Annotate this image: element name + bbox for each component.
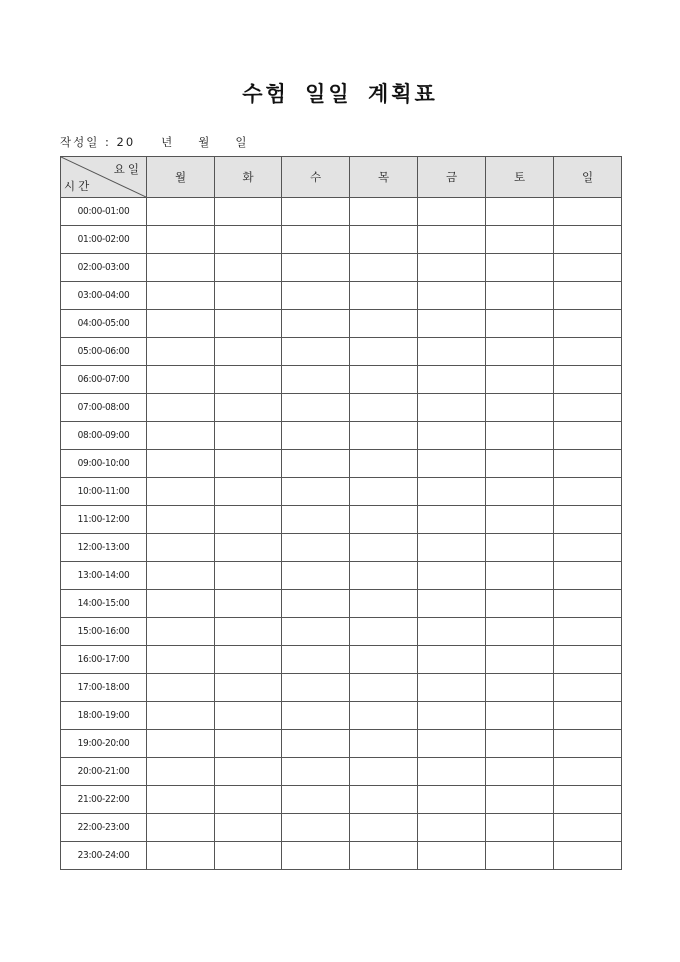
table-row bbox=[61, 674, 622, 702]
plan-cell-mon[interactable] bbox=[147, 422, 215, 450]
plan-cell-fri[interactable] bbox=[418, 758, 486, 786]
plan-cell-sun[interactable] bbox=[554, 674, 622, 702]
plan-cell-wed[interactable] bbox=[282, 338, 350, 366]
plan-cell-sat[interactable] bbox=[486, 590, 554, 618]
plan-cell-wed[interactable] bbox=[282, 646, 350, 674]
plan-cell-fri[interactable] bbox=[418, 842, 486, 870]
plan-cell-sun[interactable] bbox=[554, 422, 622, 450]
plan-cell-tue[interactable] bbox=[215, 674, 282, 702]
table-row bbox=[61, 534, 622, 562]
table-row bbox=[61, 590, 622, 618]
plan-cell-sun[interactable] bbox=[554, 226, 622, 254]
plan-cell-sun[interactable] bbox=[554, 814, 622, 842]
plan-cell-wed[interactable] bbox=[282, 478, 350, 506]
plan-cell-thu[interactable] bbox=[350, 366, 418, 394]
plan-cell-sat[interactable] bbox=[486, 842, 554, 870]
table-row bbox=[61, 562, 622, 590]
table-row bbox=[61, 282, 622, 310]
table-row bbox=[61, 366, 622, 394]
plan-cell-sat[interactable] bbox=[486, 254, 554, 282]
plan-cell-wed[interactable] bbox=[282, 562, 350, 590]
plan-cell-thu[interactable] bbox=[350, 198, 418, 226]
time-slot-label: 16:00-17:00 bbox=[61, 646, 147, 674]
plan-cell-thu[interactable] bbox=[350, 338, 418, 366]
plan-cell-sat[interactable] bbox=[486, 450, 554, 478]
plan-cell-fri[interactable] bbox=[418, 506, 486, 534]
plan-cell-wed[interactable] bbox=[282, 282, 350, 310]
table-row bbox=[61, 478, 622, 506]
plan-cell-sun[interactable] bbox=[554, 730, 622, 758]
time-slot-label: 03:00-04:00 bbox=[61, 282, 147, 310]
plan-cell-fri[interactable] bbox=[418, 618, 486, 646]
plan-cell-mon[interactable] bbox=[147, 506, 215, 534]
time-slot-label: 23:00-24:00 bbox=[61, 842, 147, 870]
time-slot-label: 11:00-12:00 bbox=[61, 506, 147, 534]
plan-cell-sun[interactable] bbox=[554, 450, 622, 478]
plan-cell-fri[interactable] bbox=[418, 310, 486, 338]
plan-cell-wed[interactable] bbox=[282, 506, 350, 534]
plan-cell-fri[interactable] bbox=[418, 674, 486, 702]
plan-cell-wed[interactable] bbox=[282, 226, 350, 254]
plan-cell-wed[interactable] bbox=[282, 310, 350, 338]
time-slot-label: 22:00-23:00 bbox=[61, 814, 147, 842]
weekly-plan-table bbox=[60, 156, 622, 870]
time-slot-label: 13:00-14:00 bbox=[61, 562, 147, 590]
plan-cell-fri[interactable] bbox=[418, 478, 486, 506]
plan-cell-tue[interactable] bbox=[215, 226, 282, 254]
table-row bbox=[61, 450, 622, 478]
plan-cell-sat[interactable] bbox=[486, 478, 554, 506]
header-row bbox=[61, 157, 622, 198]
table-row bbox=[61, 618, 622, 646]
plan-cell-fri[interactable] bbox=[418, 422, 486, 450]
plan-cell-sat[interactable] bbox=[486, 338, 554, 366]
plan-cell-thu[interactable] bbox=[350, 618, 418, 646]
table-row bbox=[61, 394, 622, 422]
plan-cell-mon[interactable] bbox=[147, 226, 215, 254]
corner-day-label: 요일 bbox=[113, 162, 142, 176]
plan-cell-fri[interactable] bbox=[418, 590, 486, 618]
table-row bbox=[61, 310, 622, 338]
plan-cell-mon[interactable] bbox=[147, 394, 215, 422]
plan-cell-sat[interactable] bbox=[486, 506, 554, 534]
plan-cell-tue[interactable] bbox=[215, 646, 282, 674]
plan-cell-thu[interactable] bbox=[350, 674, 418, 702]
creation-date-prefix: 작성일 : 20 bbox=[60, 135, 136, 149]
plan-cell-sun[interactable] bbox=[554, 338, 622, 366]
plan-cell-mon[interactable] bbox=[147, 786, 215, 814]
plan-cell-wed[interactable] bbox=[282, 534, 350, 562]
plan-cell-fri[interactable] bbox=[418, 254, 486, 282]
plan-cell-thu[interactable] bbox=[350, 730, 418, 758]
time-slot-label: 05:00-06:00 bbox=[61, 338, 147, 366]
plan-cell-fri[interactable] bbox=[418, 394, 486, 422]
plan-cell-fri[interactable] bbox=[418, 702, 486, 730]
plan-cell-sun[interactable] bbox=[554, 702, 622, 730]
plan-cell-thu[interactable] bbox=[350, 786, 418, 814]
plan-cell-sun[interactable] bbox=[554, 618, 622, 646]
time-slot-label: 17:00-18:00 bbox=[61, 674, 147, 702]
page-title: 수험 일일 계획표 bbox=[242, 81, 438, 106]
plan-cell-sat[interactable] bbox=[486, 674, 554, 702]
plan-cell-wed[interactable] bbox=[282, 422, 350, 450]
plan-cell-thu[interactable] bbox=[350, 310, 418, 338]
plan-cell-sat[interactable] bbox=[486, 394, 554, 422]
table-row bbox=[61, 786, 622, 814]
plan-cell-tue[interactable] bbox=[215, 478, 282, 506]
time-slot-label: 02:00-03:00 bbox=[61, 254, 147, 282]
plan-cell-wed[interactable] bbox=[282, 786, 350, 814]
day-header-sat: 토 bbox=[486, 157, 554, 198]
plan-cell-sat[interactable] bbox=[486, 310, 554, 338]
plan-cell-sun[interactable] bbox=[554, 254, 622, 282]
plan-cell-sat[interactable] bbox=[486, 618, 554, 646]
plan-body bbox=[61, 198, 622, 870]
date-day-unit: 일 bbox=[235, 135, 247, 149]
plan-cell-mon[interactable] bbox=[147, 562, 215, 590]
plan-cell-sun[interactable] bbox=[554, 534, 622, 562]
plan-cell-mon[interactable] bbox=[147, 310, 215, 338]
plan-cell-thu[interactable] bbox=[350, 534, 418, 562]
plan-cell-tue[interactable] bbox=[215, 254, 282, 282]
plan-cell-fri[interactable] bbox=[418, 338, 486, 366]
table-row bbox=[61, 730, 622, 758]
plan-cell-wed[interactable] bbox=[282, 842, 350, 870]
plan-cell-thu[interactable] bbox=[350, 254, 418, 282]
plan-cell-fri[interactable] bbox=[418, 282, 486, 310]
plan-cell-sun[interactable] bbox=[554, 590, 622, 618]
plan-cell-thu[interactable] bbox=[350, 814, 418, 842]
table-row bbox=[61, 198, 622, 226]
plan-cell-thu[interactable] bbox=[350, 282, 418, 310]
plan-cell-tue[interactable] bbox=[215, 842, 282, 870]
plan-cell-wed[interactable] bbox=[282, 702, 350, 730]
plan-cell-sat[interactable] bbox=[486, 562, 554, 590]
plan-cell-sat[interactable] bbox=[486, 758, 554, 786]
plan-cell-sat[interactable] bbox=[486, 730, 554, 758]
plan-cell-mon[interactable] bbox=[147, 282, 215, 310]
plan-cell-thu[interactable] bbox=[350, 646, 418, 674]
plan-cell-fri[interactable] bbox=[418, 786, 486, 814]
plan-cell-fri[interactable] bbox=[418, 646, 486, 674]
plan-cell-thu[interactable] bbox=[350, 506, 418, 534]
plan-cell-sun[interactable] bbox=[554, 478, 622, 506]
plan-cell-tue[interactable] bbox=[215, 310, 282, 338]
day-header-wed: 수 bbox=[282, 157, 350, 198]
plan-cell-fri[interactable] bbox=[418, 814, 486, 842]
table-row bbox=[61, 226, 622, 254]
day-header-thu: 목 bbox=[350, 157, 418, 198]
plan-cell-wed[interactable] bbox=[282, 394, 350, 422]
plan-cell-wed[interactable] bbox=[282, 674, 350, 702]
plan-cell-tue[interactable] bbox=[215, 450, 282, 478]
plan-cell-mon[interactable] bbox=[147, 478, 215, 506]
plan-cell-sat[interactable] bbox=[486, 422, 554, 450]
table-row bbox=[61, 422, 622, 450]
plan-cell-sun[interactable] bbox=[554, 198, 622, 226]
time-slot-label: 19:00-20:00 bbox=[61, 730, 147, 758]
plan-cell-mon[interactable] bbox=[147, 590, 215, 618]
date-month-unit: 월 bbox=[198, 135, 210, 149]
plan-cell-thu[interactable] bbox=[350, 702, 418, 730]
plan-cell-thu[interactable] bbox=[350, 842, 418, 870]
day-header-mon: 월 bbox=[147, 157, 215, 198]
plan-cell-fri[interactable] bbox=[418, 562, 486, 590]
table-row bbox=[61, 702, 622, 730]
plan-cell-mon[interactable] bbox=[147, 198, 215, 226]
plan-cell-mon[interactable] bbox=[147, 758, 215, 786]
time-slot-label: 09:00-10:00 bbox=[61, 450, 147, 478]
plan-cell-fri[interactable] bbox=[418, 534, 486, 562]
table-row bbox=[61, 254, 622, 282]
plan-cell-mon[interactable] bbox=[147, 814, 215, 842]
time-slot-label: 04:00-05:00 bbox=[61, 310, 147, 338]
plan-cell-fri[interactable] bbox=[418, 730, 486, 758]
plan-cell-tue[interactable] bbox=[215, 534, 282, 562]
plan-cell-fri[interactable] bbox=[418, 366, 486, 394]
corner-time-label: 시간 bbox=[64, 179, 93, 193]
plan-cell-mon[interactable] bbox=[147, 646, 215, 674]
plan-cell-wed[interactable] bbox=[282, 198, 350, 226]
table-row bbox=[61, 338, 622, 366]
date-year-unit: 년 bbox=[161, 135, 173, 149]
plan-cell-tue[interactable] bbox=[215, 282, 282, 310]
time-slot-label: 14:00-15:00 bbox=[61, 590, 147, 618]
table-row bbox=[61, 842, 622, 870]
plan-cell-thu[interactable] bbox=[350, 478, 418, 506]
time-slot-label: 12:00-13:00 bbox=[61, 534, 147, 562]
time-slot-label: 15:00-16:00 bbox=[61, 618, 147, 646]
time-slot-label: 01:00-02:00 bbox=[61, 226, 147, 254]
plan-cell-sat[interactable] bbox=[486, 198, 554, 226]
plan-cell-sat[interactable] bbox=[486, 702, 554, 730]
table-row bbox=[61, 814, 622, 842]
time-slot-label: 06:00-07:00 bbox=[61, 366, 147, 394]
plan-cell-tue[interactable] bbox=[215, 366, 282, 394]
plan-cell-mon[interactable] bbox=[147, 254, 215, 282]
plan-cell-mon[interactable] bbox=[147, 450, 215, 478]
plan-cell-tue[interactable] bbox=[215, 730, 282, 758]
day-header-sun: 일 bbox=[554, 157, 622, 198]
corner-header-cell bbox=[61, 157, 147, 198]
day-header-fri: 금 bbox=[418, 157, 486, 198]
table-row bbox=[61, 758, 622, 786]
plan-cell-thu[interactable] bbox=[350, 562, 418, 590]
plan-cell-tue[interactable] bbox=[215, 198, 282, 226]
plan-cell-wed[interactable] bbox=[282, 254, 350, 282]
plan-cell-sat[interactable] bbox=[486, 282, 554, 310]
creation-date-line bbox=[60, 134, 246, 150]
plan-cell-wed[interactable] bbox=[282, 366, 350, 394]
plan-cell-sat[interactable] bbox=[486, 534, 554, 562]
plan-cell-mon[interactable] bbox=[147, 534, 215, 562]
table-row bbox=[61, 506, 622, 534]
plan-cell-sun[interactable] bbox=[554, 506, 622, 534]
plan-cell-tue[interactable] bbox=[215, 422, 282, 450]
plan-cell-tue[interactable] bbox=[215, 394, 282, 422]
plan-cell-fri[interactable] bbox=[418, 226, 486, 254]
plan-cell-mon[interactable] bbox=[147, 338, 215, 366]
plan-cell-tue[interactable] bbox=[215, 338, 282, 366]
plan-cell-tue[interactable] bbox=[215, 618, 282, 646]
plan-cell-sun[interactable] bbox=[554, 366, 622, 394]
plan-cell-sun[interactable] bbox=[554, 282, 622, 310]
plan-cell-thu[interactable] bbox=[350, 758, 418, 786]
plan-cell-sun[interactable] bbox=[554, 646, 622, 674]
plan-cell-wed[interactable] bbox=[282, 450, 350, 478]
plan-cell-sun[interactable] bbox=[554, 842, 622, 870]
plan-cell-tue[interactable] bbox=[215, 786, 282, 814]
time-slot-label: 08:00-09:00 bbox=[61, 422, 147, 450]
plan-cell-sat[interactable] bbox=[486, 786, 554, 814]
time-slot-label: 21:00-22:00 bbox=[61, 786, 147, 814]
time-slot-label: 00:00-01:00 bbox=[61, 198, 147, 226]
plan-cell-sun[interactable] bbox=[554, 758, 622, 786]
time-slot-label: 10:00-11:00 bbox=[61, 478, 147, 506]
plan-cell-sun[interactable] bbox=[554, 394, 622, 422]
plan-cell-fri[interactable] bbox=[418, 450, 486, 478]
plan-cell-mon[interactable] bbox=[147, 366, 215, 394]
plan-cell-thu[interactable] bbox=[350, 450, 418, 478]
plan-cell-mon[interactable] bbox=[147, 618, 215, 646]
plan-cell-tue[interactable] bbox=[215, 758, 282, 786]
plan-cell-wed[interactable] bbox=[282, 730, 350, 758]
plan-cell-mon[interactable] bbox=[147, 842, 215, 870]
plan-cell-wed[interactable] bbox=[282, 814, 350, 842]
time-slot-label: 18:00-19:00 bbox=[61, 702, 147, 730]
day-header-tue: 화 bbox=[215, 157, 282, 198]
plan-cell-thu[interactable] bbox=[350, 394, 418, 422]
plan-cell-tue[interactable] bbox=[215, 814, 282, 842]
plan-cell-tue[interactable] bbox=[215, 702, 282, 730]
table-row bbox=[61, 646, 622, 674]
plan-cell-sat[interactable] bbox=[486, 366, 554, 394]
plan-cell-sun[interactable] bbox=[554, 562, 622, 590]
plan-cell-mon[interactable] bbox=[147, 702, 215, 730]
plan-cell-tue[interactable] bbox=[215, 562, 282, 590]
time-slot-label: 07:00-08:00 bbox=[61, 394, 147, 422]
plan-cell-thu[interactable] bbox=[350, 226, 418, 254]
plan-cell-sat[interactable] bbox=[486, 814, 554, 842]
plan-cell-wed[interactable] bbox=[282, 758, 350, 786]
plan-cell-sat[interactable] bbox=[486, 646, 554, 674]
plan-cell-thu[interactable] bbox=[350, 422, 418, 450]
plan-cell-tue[interactable] bbox=[215, 506, 282, 534]
plan-cell-mon[interactable] bbox=[147, 730, 215, 758]
plan-cell-thu[interactable] bbox=[350, 590, 418, 618]
plan-cell-wed[interactable] bbox=[282, 590, 350, 618]
plan-cell-fri[interactable] bbox=[418, 198, 486, 226]
plan-cell-sun[interactable] bbox=[554, 310, 622, 338]
time-slot-label: 20:00-21:00 bbox=[61, 758, 147, 786]
plan-cell-tue[interactable] bbox=[215, 590, 282, 618]
plan-cell-wed[interactable] bbox=[282, 618, 350, 646]
plan-cell-sat[interactable] bbox=[486, 226, 554, 254]
plan-cell-mon[interactable] bbox=[147, 674, 215, 702]
plan-cell-sun[interactable] bbox=[554, 786, 622, 814]
